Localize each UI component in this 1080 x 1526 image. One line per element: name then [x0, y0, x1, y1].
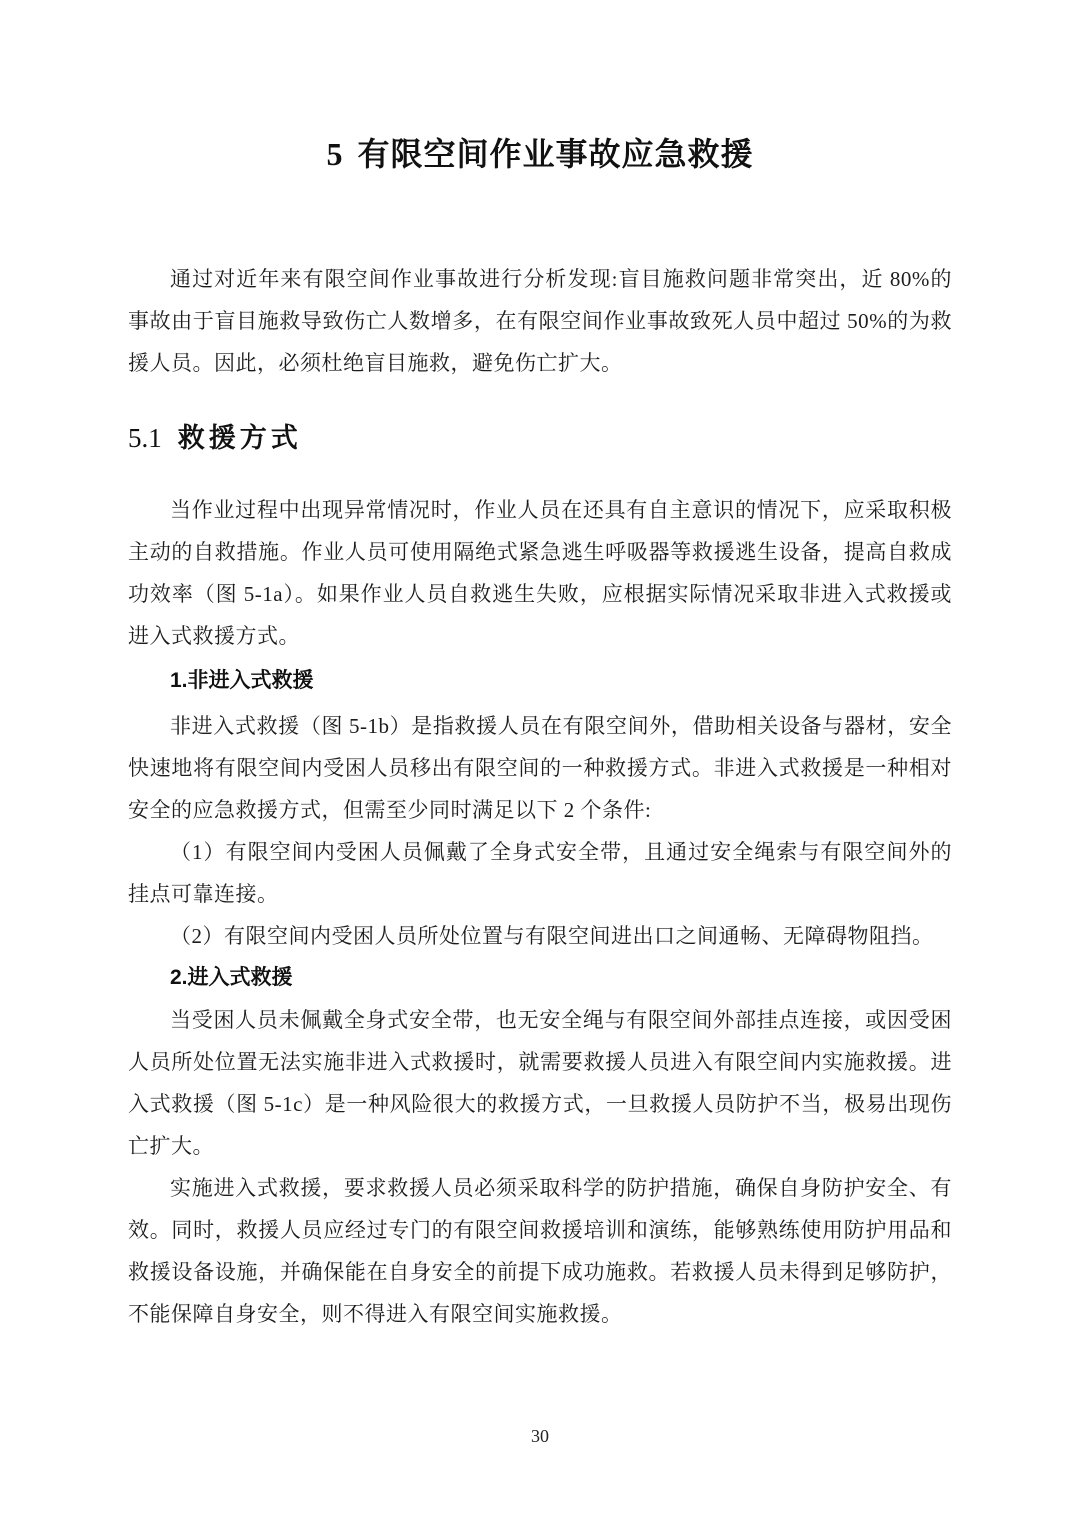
non-entry-condition-2: （2）有限空间内受困人员所处位置与有限空间进出口之间通畅、无障碍物阻挡。: [170, 924, 934, 948]
section-number: 5.1: [128, 423, 162, 453]
entry-rescue-paragraph-2: 实施进入式救援，要求救援人员必须采取科学的防护措施，确保自身防护安全、有效。同时，救援人员应经过专门的有限空间救援培训和演练，能够熟练使用防护用品和救援设备设施，并确保能在自身安全的前提下成功施救。若救援人员未得到足够防护，不能保障自身安全，则不得进入有限空间实施救援。: [128, 1176, 952, 1326]
non-entry-condition-1: （1）有限空间内受困人员佩戴了全身式安全带，且通过安全绳索与有限空间外的挂点可靠连接。: [128, 840, 952, 906]
chapter-title-text: 有限空间作业事故应急救援: [357, 136, 754, 172]
subheading-non-entry-rescue: 1.非进入式救援: [170, 669, 314, 692]
page-number: 30: [531, 1426, 549, 1446]
subheading-entry-rescue: 2.进入式救援: [170, 966, 293, 989]
non-entry-rescue-paragraph: 非进入式救援（图 5-1b）是指救援人员在有限空间外，借助相关设备与器材，安全快速地将有限空间内受困人员移出有限空间的一种救援方式。非进入式救援是一种相对安全的应急救援方式，但需至少同时满足以下 2 个条件:: [128, 714, 952, 822]
section-heading-5-1: [128, 415, 952, 461]
chapter-number: 5: [326, 136, 344, 172]
section-lead-paragraph: 当作业过程中出现异常情况时，作业人员在还具有自主意识的情况下，应采取积极主动的自救措施。作业人员可使用隔绝式紧急逃生呼吸器等救援逃生设备，提高自救成功效率（图 5-1a）。如果作业人员自救逃生失败，应根据实际情况采取非进入式救援或进入式救援方式。: [128, 498, 952, 648]
intro-paragraph: 通过对近年来有限空间作业事故进行分析发现:盲目施救问题非常突出，近 80%的事故由于盲目施救导致伤亡人数增多，在有限空间作业事故致死人员中超过 50%的为救援人员。因此，必须杜绝盲目施救，避免伤亡扩大。: [128, 267, 952, 375]
chapter-title: [128, 128, 952, 180]
section-title-text: 救援方式: [177, 423, 302, 453]
page-content: [128, 0, 952, 1335]
entry-rescue-paragraph-1: 当受困人员未佩戴全身式安全带，也无安全绳与有限空间外部挂点连接，或因受困人员所处位置无法实施非进入式救援时，就需要救援人员进入有限空间内实施救援。进入式救援（图 5-1c）是一种风险很大的救援方式，一旦救援人员防护不当，极易出现伤亡扩大。: [128, 1008, 952, 1158]
